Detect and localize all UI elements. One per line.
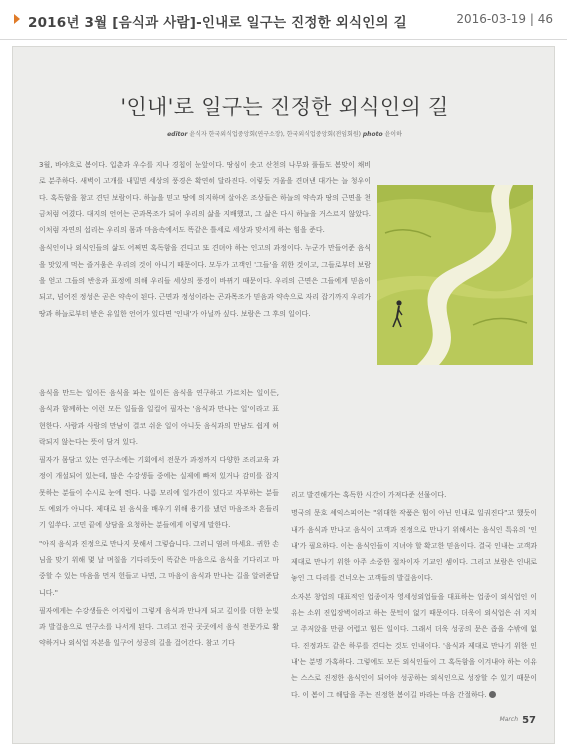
illustration-path-through-field — [377, 185, 533, 365]
magazine-page-scan — [12, 46, 555, 744]
byline — [13, 129, 555, 138]
body-paragraph — [291, 589, 537, 703]
byline-editor: 윤식자 한국외식업중앙회(연구소장), 한국외식업중앙회(전임회원) — [189, 131, 361, 138]
end-of-article-icon — [489, 691, 496, 698]
page-number: 57 — [522, 715, 536, 726]
body-paragraph-text: 소자본 창업의 대표적인 업종이자 영세성외업들을 대표하는 업종이 외식업인 이유는 소위 진입장벽이라고 하는 문턱이 없기 때문이다. 더욱이 외식업은 쉬 지치고 주저앉을 만큼 어렵고 힘든 일이다. 그래서 더욱 성공의 문은 좁을 수밖에 없다. 진정과도 같은 하루를 견디는 것도 인내이다. '음식과 제대로 만나기 위한 인내'는 분명 가혹하다. 그렇에도 모든 외식인들이 그 혹독함을 이겨내야 하는 이유는 스스로 진정한 음식인이 되어야 성공하는 외식인으로 성장할 수 있기 때문이다. 이 봄이 그 해답을 주는 진정한 봄이길 바라는 마음 간절하다. — [291, 592, 537, 699]
body-paragraph: "아직 음식과 진정으로 만나지 못해서 그렇습니다. 그러니 염려 마세요. 귀한 손님을 맞기 위해 몇 날 며칠을 기다리듯이 똑같은 마음으로 음식을 기다리고 마중할 수 있는 마음을 먼저 헌들고 나면, 그 마음이 음식과 만나는 길을 알려준답니다." — [39, 539, 279, 597]
body-paragraph: 음식을 만드는 일이든 음식을 파는 일이든 음식을 연구하고 가르치는 일이든, 음식과 함께하는 이런 모든 일들을 일컬어 필자는 '음식과 만나는 일'이라고 표현한다. 사람과 사람의 만남이 결코 쉬운 일이 아니듯 음식과의 만남도 쉽게 허락되지 않는다는 뜻이 담겨 있다. — [39, 389, 279, 446]
page-headline: '인내'로 일구는 진정한 외식인의 길 — [120, 95, 449, 119]
body-column-left — [39, 385, 279, 654]
body-paragraph: 3월, 바야흐로 봄이다. 입춘과 우수를 지나 경칩이 눈앞이다. 땅심이 솟고 산천의 나무와 풀들도 봄맞이 채비로 분주하다. 새벽이 고개를 내밀면 세상의 풍경은 확연히 달라진다. 이렇듯 겨울을 견뎌낸 대가는 늘 청우이다. 혹독함을 참고 견딘 보람이다. 하늘을 믿고 땅에 의지하며 살아온 조상들은 하늘의 약속과 땅의 근면을 천금처럼 여겼다. 대지의 언어는 곤과목조가 되어 우리의 삶을 지배했고, 그 삶은 다시 하늘을 거스르지 않았다. 이처럼 자연의 섭리는 우리의 몸과 마음속에서도 똑같은 틀세로 세상과 맞서게 하는 힘을 준다. — [39, 161, 371, 235]
body-paragraph: 명국의 문호 셰익스피어는 "위대한 작품은 힘이 아닌 인내로 일궈진다"고 했듯이 내가 음식과 만나고 음식이 고객과 진정으로 만나기 위해서는 음식인 특유의 '인내'가 필요하다. 이는 음식인들이 지녀야 할 확고한 믿음이다. 결국 인내는 고객과 제대로 만나기 위한 아주 소중한 절차이자 기교인 셈이다. 그리고 보람은 인내로 놓인 그 다리를 건너오는 고객들의 발걸음이다. — [291, 509, 537, 583]
body-column-intro — [39, 157, 371, 324]
article-list-title[interactable]: 2016년 3월 [음식과 사람]-인내로 일구는 진정한 외식인의 길 — [28, 15, 407, 31]
body-paragraph: 필자에게는 수강생들은 어지럽이 그렇게 음식과 만나게 되고 깊이를 더한 눈빛과 발걸음으로 연구소를 나서게 된다. 그리고 전국 곳곳에서 음식 전문가로 활약하거나 외식업 자본을 일구어 성공의 길을 걸어간다. 참고 기다 — [39, 606, 279, 648]
body-paragraph: 리고 발견해가는 혹독한 시간이 가져다준 선물이다. — [291, 491, 447, 499]
byline-editor-label: editor — [167, 131, 188, 138]
body-paragraph: 필자가 몸담고 있는 연구소에는 기회에서 전문가 과정까지 다양한 조리교육 과정이 개설되어 있는데, 많은 수강생들 중에는 실제에 빠져 있거나 감미를 잡지 못하는 분들이 수시로 눈에 띈다. 나름 모리에 일가견이 있다고 자부하는 분들도 예외가 아니다. 제대로 된 음식을 배우기 위해 용기를 냈던 마음조차 흔들리기 일쑤다. 고민 끝에 상담을 요청하는 분들에게 이렇게 말한다. — [39, 456, 279, 530]
byline-photo: 윤이하 — [384, 131, 402, 138]
body-paragraph: 음식인이나 외식인들의 삶도 어쩌면 혹독함을 견디고 또 견뎌야 하는 인고의 과정이다. 누군가 만들어준 음식을 맛있게 먹는 즐거움은 우리의 것이 아니기 때문이다. 모두가 고객인 '그들'을 위한 것이고, 그들로부터 보람을 얻고 그들의 반응과 표정에 의해 우리들 세상의 풍경이 바뀌기 때문이다. 우리의 근면은 그들에게 믿음이 되고, 넘어진 정성은 곧은 약속이 된다. 근면과 정성이라는 곤과목조가 믿음과 약속으로 자리 잡기까지 우리가 땅과 하늘로부터 받은 유일한 언어가 있다면 '인내'가 아닐까 싶다. 보람은 그 후의 일이다. — [39, 244, 371, 318]
article-date-page: 2016-03-19 | 46 — [456, 12, 553, 26]
article-header-bar — [0, 0, 567, 40]
folio-month: March — [499, 716, 518, 723]
body-column-right — [291, 487, 537, 705]
bullet-triangle-icon — [14, 14, 20, 24]
byline-photo-label: photo — [362, 131, 383, 138]
field-illustration-svg — [377, 185, 533, 365]
